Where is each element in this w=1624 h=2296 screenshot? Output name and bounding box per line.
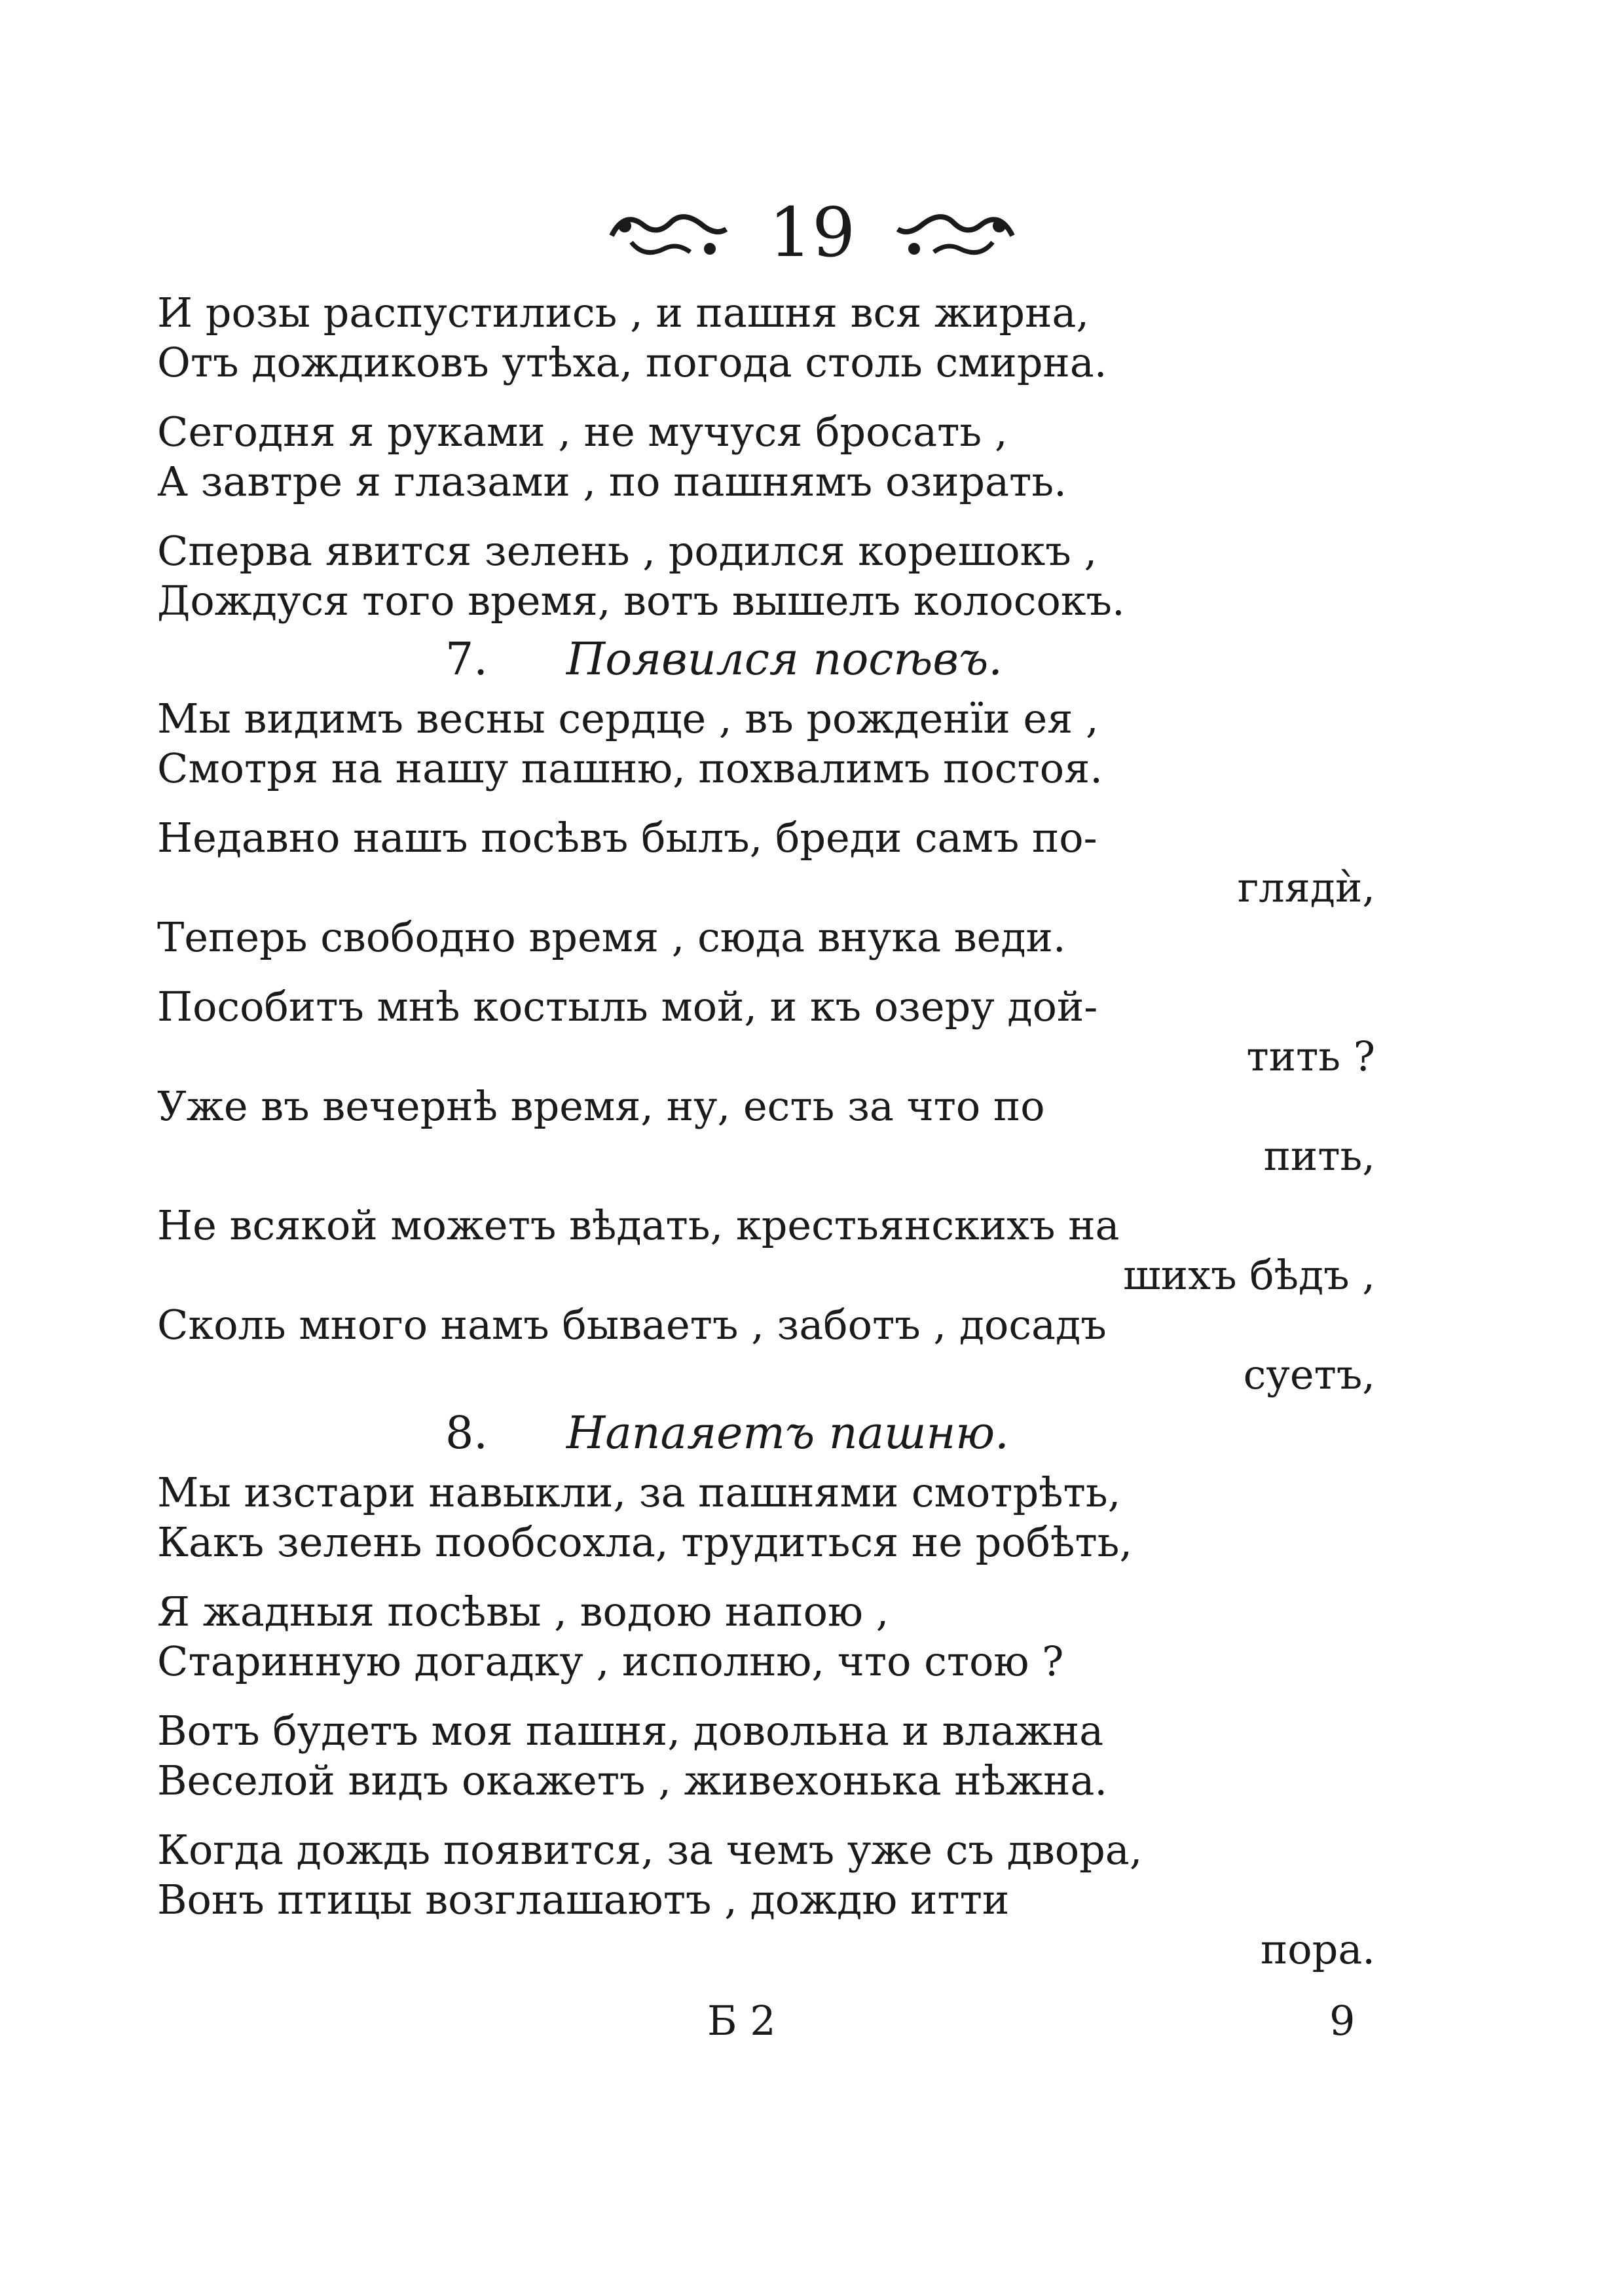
verse-line: Я жадныя посѣвы , водою напою , — [157, 1588, 889, 1635]
verse-line: А завтре я глазами , по пашнямъ озирать. — [157, 458, 1067, 505]
section-number: 7. — [445, 634, 488, 685]
verse-line: Сперва явится зелень , родился корешокъ , — [157, 527, 1098, 575]
verse-line: Мы видимъ весны сердце , въ рожденїи ея , — [157, 695, 1099, 742]
verse-line: Дождуся того время, вотъ вышелъ колосокъ. — [157, 577, 1125, 625]
verse-line-continuation: пить, — [1263, 1132, 1375, 1180]
verse-line-continuation: пора. — [1260, 1925, 1375, 1973]
verse-line-continuation: тить ? — [1246, 1032, 1375, 1080]
verse-line: Веселой видъ окажетъ , живехонька нѣжна. — [157, 1757, 1108, 1804]
verse-line: Недавно нашъ посѣвъ былъ, бреди самъ по- — [157, 814, 1098, 862]
verse-line: Смотря на нашу пашню, похвалимъ постоя. — [157, 744, 1103, 792]
verse-line-continuation: шихъ бѣдъ , — [1123, 1251, 1375, 1299]
verse-line: Сколь много намъ бываетъ , заботъ , досадъ — [157, 1301, 1107, 1349]
verse-line: Уже въ вечернѣ время, ну, есть за что по — [157, 1082, 1045, 1130]
verse-line-continuation: суетъ, — [1243, 1351, 1375, 1398]
left-ornament-icon — [605, 196, 729, 268]
page-footer — [0, 1997, 1624, 2056]
right-ornament-icon — [895, 196, 1019, 268]
verse-line: Теперь свободно время , сюда внука веди. — [157, 913, 1066, 961]
verse-line: Вотъ будетъ моя пашня, довольна и влажна — [157, 1707, 1104, 1755]
page-header — [0, 192, 1624, 272]
verse-line-continuation: глядѝ, — [1237, 864, 1375, 911]
poem-text — [157, 288, 1375, 1975]
verse-line: Вонъ птицы возглашаютъ , дождю итти — [157, 1876, 1010, 1923]
page-number: 19 — [768, 192, 856, 272]
section-title: Напаяетъ пашню. — [566, 1408, 1009, 1459]
verse-line: Когда дождь появится, за чемъ уже съ двора, — [157, 1826, 1143, 1874]
section-heading-8 — [157, 1400, 1375, 1468]
verse-line: Старинную догадку , исполню, что стою ? — [157, 1637, 1064, 1685]
catchword: 9 — [1329, 1997, 1356, 2045]
section-title: Появился посѣвъ. — [566, 634, 1003, 685]
verse-line: Мы изстари навыкли, за пашнями смотрѣть, — [157, 1468, 1121, 1516]
verse-line: Пособитъ мнѣ костыль мой, и къ озеру дой- — [157, 983, 1098, 1030]
verse-line: И розы распустились , и пашня вся жирна, — [157, 289, 1090, 337]
verse-line: Не всякой можетъ вѣдать, крестьянскихъ на — [157, 1201, 1120, 1249]
section-heading-7 — [157, 626, 1375, 694]
verse-line: Отъ дождиковъ утѣха, погода столь смирна. — [157, 338, 1107, 386]
verse-line: Какъ зелень пообсохла, трудиться не робѣть, — [157, 1518, 1133, 1566]
section-number: 8. — [445, 1408, 488, 1459]
verse-line: Сегодня я руками , не мучуся бросать , — [157, 408, 1008, 456]
signature-mark: Б 2 — [707, 1997, 776, 2045]
